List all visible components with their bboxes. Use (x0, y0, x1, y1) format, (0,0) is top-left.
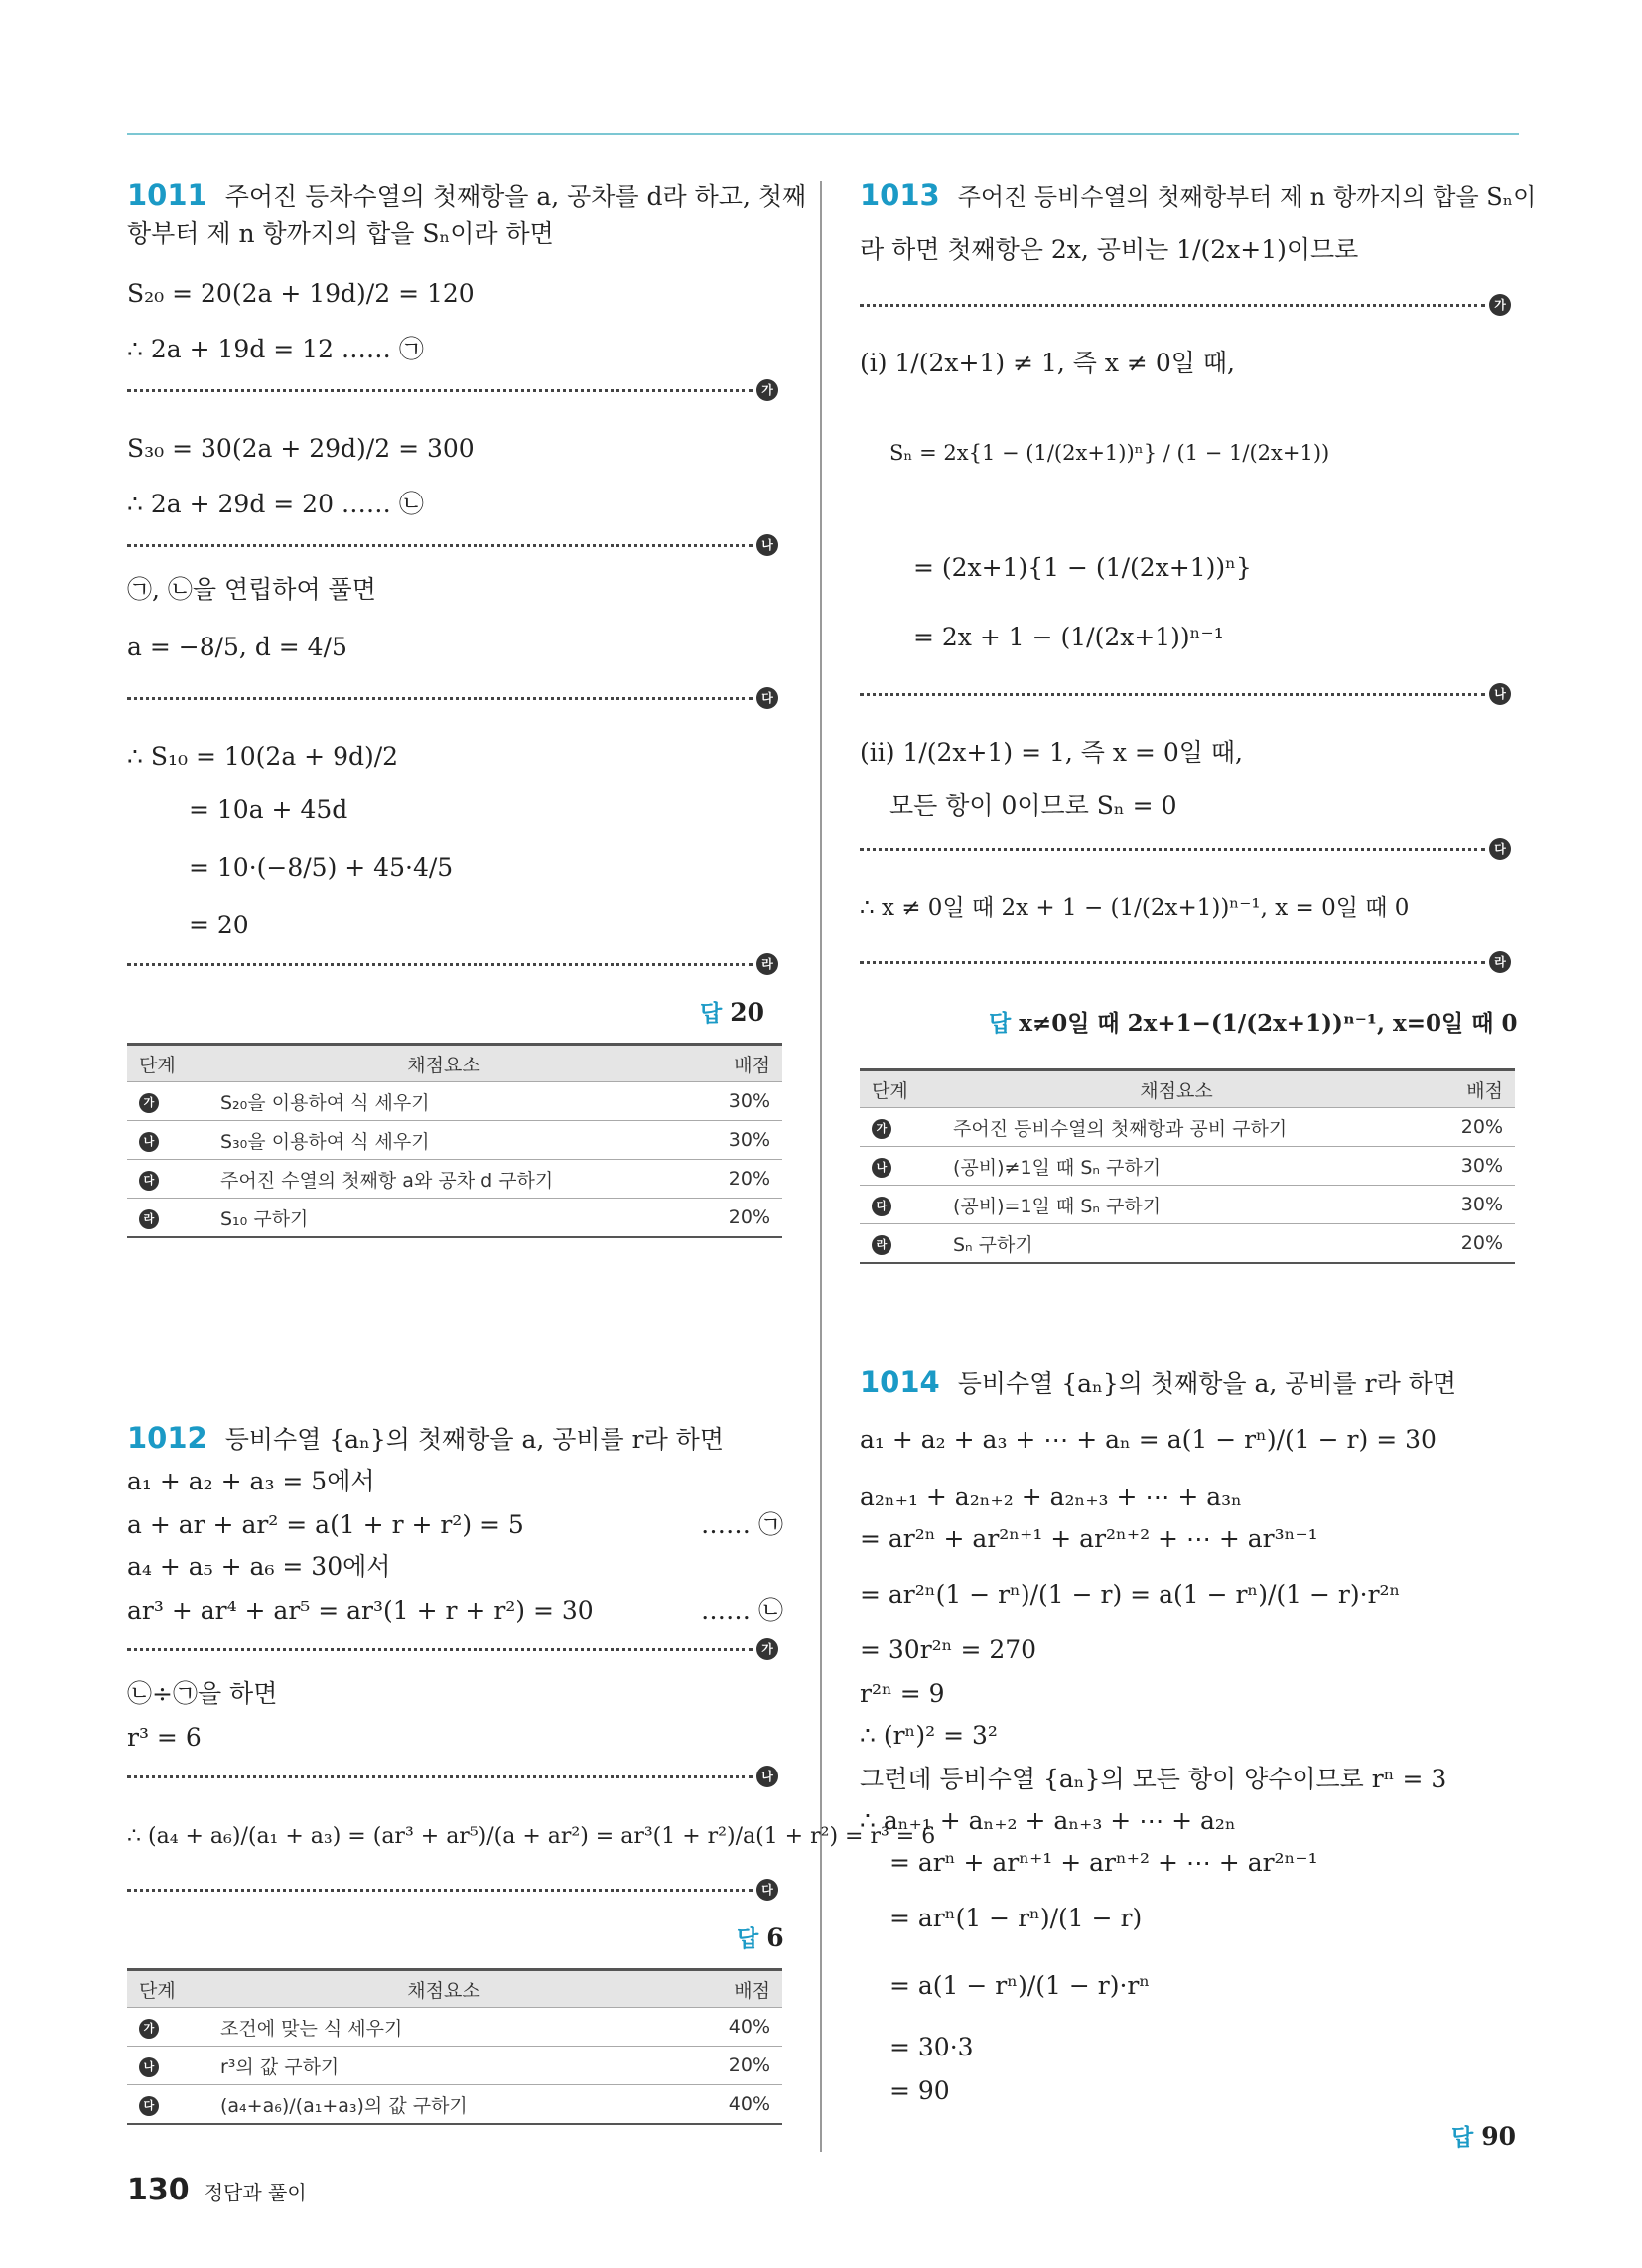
step-marker: 나 (756, 534, 778, 556)
math-line: = 30r²ⁿ = 270 (860, 1635, 1037, 1664)
dotted-separator (127, 1775, 753, 1778)
problem-1012-line-0: 1012 등비수열 {aₙ}의 첫째항을 a, 공비를 r라 하면 (127, 1421, 724, 1455)
math-line: S₂₀ = 20(2a + 19d)/2 = 120 (127, 279, 475, 308)
math-line: 모든 항이 0이므로 Sₙ = 0 (889, 791, 1177, 820)
math-line: ㉠, ㉡을 연립하여 풀면 (127, 575, 376, 604)
step-marker: 나 (756, 1766, 778, 1787)
math-line: ∴ x ≠ 0일 때 2x + 1 − (1/(2x+1))ⁿ⁻¹, x = 0일 때 0 (860, 895, 1410, 921)
step-marker: 가 (139, 1093, 159, 1113)
math-line: = 90 (889, 2076, 950, 2105)
math-line: ∴ aₙ₊₁ + aₙ₊₂ + aₙ₊₃ + ⋯ + a₂ₙ (860, 1806, 1236, 1835)
step-marker: 라 (139, 1209, 159, 1229)
scoring-table (127, 1043, 782, 1238)
math-line: ∴ 2a + 19d = 12 …… ㉠ (127, 335, 424, 363)
math-line: = (2x+1){1 − (1/(2x+1))ⁿ} (913, 553, 1252, 582)
answer: 답 x≠0일 때 2x+1−(1/(2x+1))ⁿ⁻¹, x=0일 때 0 (989, 1010, 1518, 1037)
top-rule (127, 133, 1519, 135)
table-header: 단계 채점요소 배점 (860, 1070, 1515, 1108)
math-line: ∴ (rⁿ)² = 3² (860, 1721, 998, 1750)
answer: 답 6 (737, 1923, 784, 1952)
math-line: a₂ₙ₊₁ + a₂ₙ₊₂ + a₂ₙ₊₃ + ⋯ + a₃ₙ (860, 1483, 1242, 1511)
math-line: = 10·(−8/5) + 45·4/5 (189, 853, 454, 882)
step-marker: 가 (756, 1638, 778, 1660)
math-line: ∴ (a₄ + a₆)/(a₁ + a₃) = (ar³ + ar⁵)/(a + ar²) = ar³(1 + r²)/a(1 + r²) = r³ = 6 (127, 1824, 936, 1849)
step-marker: 나 (1489, 683, 1511, 705)
table-row: 다 주어진 수열의 첫째항 a와 공차 d 구하기 20% (127, 1160, 782, 1199)
math-line: ㉡÷㉠을 하면 (127, 1679, 278, 1708)
math-line: ∴ S₁₀ = 10(2a + 9d)/2 (127, 742, 399, 771)
math-line: r²ⁿ = 9 (860, 1679, 945, 1708)
math-line: (ii) 1/(2x+1) = 1, 즉 x = 0일 때, (860, 738, 1243, 767)
math-line: = a(1 − rⁿ)/(1 − r)·rⁿ (889, 1971, 1151, 2000)
dotted-separator (860, 848, 1485, 851)
step-marker: 가 (139, 2019, 159, 2039)
answer: 답 90 (1451, 2122, 1517, 2151)
math-line: a₁ + a₂ + a₃ = 5에서 (127, 1467, 375, 1495)
table-row: 라 Sₙ 구하기 20% (860, 1224, 1515, 1264)
problem-1011-line-0: 1011 주어진 등차수열의 첫째항을 a, 공차를 d라 하고, 첫째 (127, 178, 807, 212)
step-marker: 다 (872, 1197, 891, 1216)
problem-1013-line-0: 1013 주어진 등비수열의 첫째항부터 제 n 항까지의 합을 Sₙ이 (860, 178, 1537, 212)
math-line: = 10a + 45d (189, 795, 348, 824)
step-marker: 라 (1489, 951, 1511, 973)
math-line: a₄ + a₅ + a₆ = 30에서 (127, 1552, 391, 1581)
table-row: 라 S₁₀ 구하기 20% (127, 1199, 782, 1238)
math-line: r³ = 6 (127, 1723, 202, 1752)
dotted-separator (127, 544, 753, 547)
math-line: = ar²ⁿ(1 − rⁿ)/(1 − r) = a(1 − rⁿ)/(1 − r)·r²ⁿ (860, 1580, 1401, 1609)
step-marker: 다 (139, 2096, 159, 2116)
table-row: 다 (공비)=1일 때 Sₙ 구하기 30% (860, 1186, 1515, 1224)
math-line: a = −8/5, d = 4/5 (127, 633, 347, 661)
math-line: 라 하면 첫째항은 2x, 공비는 1/(2x+1)이므로 (860, 235, 1359, 264)
math-line: a + ar + ar² = a(1 + r + r²) = 5 (127, 1510, 524, 1539)
math-line: = arⁿ + arⁿ⁺¹ + arⁿ⁺² + ⋯ + ar²ⁿ⁻¹ (889, 1848, 1318, 1877)
math-line: 그런데 등비수열 {aₙ}의 모든 항이 양수이므로 rⁿ = 3 (860, 1765, 1447, 1793)
table-row: 나 r³의 값 구하기 20% (127, 2047, 782, 2085)
math-line: Sₙ = 2x{1 − (1/(2x+1))ⁿ} / (1 − 1/(2x+1)) (889, 441, 1330, 465)
math-line: = 30·3 (889, 2033, 974, 2061)
problem-1011-line-1: 항부터 제 n 항까지의 합을 Sₙ이라 하면 (127, 219, 554, 248)
math-line: = 2x + 1 − (1/(2x+1))ⁿ⁻¹ (913, 623, 1224, 651)
problem-number: 1012 (127, 1421, 207, 1455)
dotted-separator (127, 389, 753, 392)
step-marker: 다 (756, 1879, 778, 1901)
table-row: 나 S₃₀을 이용하여 식 세우기 30% (127, 1121, 782, 1160)
problem-1014-line-0: 1014 등비수열 {aₙ}의 첫째항을 a, 공비를 r라 하면 (860, 1365, 1456, 1399)
footer-title: 정답과 풀이 (204, 2181, 307, 2204)
answer: 답 20 (700, 998, 765, 1027)
equation-tag: …… ㉠ (701, 1510, 783, 1539)
scoring-table (127, 1968, 782, 2125)
step-marker: 나 (139, 2057, 159, 2077)
table-row: 가 조건에 맞는 식 세우기 40% (127, 2008, 782, 2047)
page-footer (127, 2173, 307, 2207)
dotted-separator (860, 693, 1485, 696)
step-marker: 라 (872, 1235, 891, 1255)
dotted-separator (860, 304, 1485, 307)
math-line: = ar²ⁿ + ar²ⁿ⁺¹ + ar²ⁿ⁺² + ⋯ + ar³ⁿ⁻¹ (860, 1524, 1318, 1553)
dotted-separator (860, 961, 1485, 964)
step-marker: 다 (756, 687, 778, 709)
table-row: 다 (a₄+a₆)/(a₁+a₃)의 값 구하기 40% (127, 2085, 782, 2125)
dotted-separator (127, 1648, 753, 1651)
scoring-table (860, 1068, 1515, 1264)
step-marker: 나 (872, 1158, 891, 1178)
equation-tag: …… ㉡ (701, 1596, 783, 1625)
math-line: = arⁿ(1 − rⁿ)/(1 − r) (889, 1904, 1143, 1932)
page-number: 130 (127, 2173, 190, 2207)
step-marker: 다 (139, 1171, 159, 1191)
dotted-separator (127, 963, 753, 966)
math-line: a₁ + a₂ + a₃ + ⋯ + aₙ = a(1 − rⁿ)/(1 − r) = 30 (860, 1425, 1437, 1454)
column-divider (820, 181, 822, 2152)
problem-number: 1014 (860, 1365, 940, 1399)
step-marker: 라 (756, 953, 778, 975)
math-line: ar³ + ar⁴ + ar⁵ = ar³(1 + r + r²) = 30 (127, 1596, 594, 1625)
table-header: 단계 채점요소 배점 (127, 1045, 782, 1082)
dotted-separator (127, 1889, 753, 1892)
table-row: 가 주어진 등비수열의 첫째항과 공비 구하기 20% (860, 1108, 1515, 1147)
step-marker: 다 (1489, 838, 1511, 860)
step-marker: 가 (872, 1119, 891, 1139)
math-line: (i) 1/(2x+1) ≠ 1, 즉 x ≠ 0일 때, (860, 349, 1235, 377)
problem-number: 1011 (127, 178, 207, 212)
table-header: 단계 채점요소 배점 (127, 1970, 782, 2008)
step-marker: 나 (139, 1132, 159, 1152)
math-line: S₃₀ = 30(2a + 29d)/2 = 300 (127, 434, 475, 463)
step-marker: 가 (1489, 294, 1511, 316)
step-marker: 가 (756, 379, 778, 401)
math-line: = 20 (189, 911, 249, 939)
problem-number: 1013 (860, 178, 940, 212)
table-row: 가 S₂₀을 이용하여 식 세우기 30% (127, 1082, 782, 1121)
dotted-separator (127, 697, 753, 700)
table-row: 나 (공비)≠1일 때 Sₙ 구하기 30% (860, 1147, 1515, 1186)
math-line: ∴ 2a + 29d = 20 …… ㉡ (127, 490, 424, 518)
